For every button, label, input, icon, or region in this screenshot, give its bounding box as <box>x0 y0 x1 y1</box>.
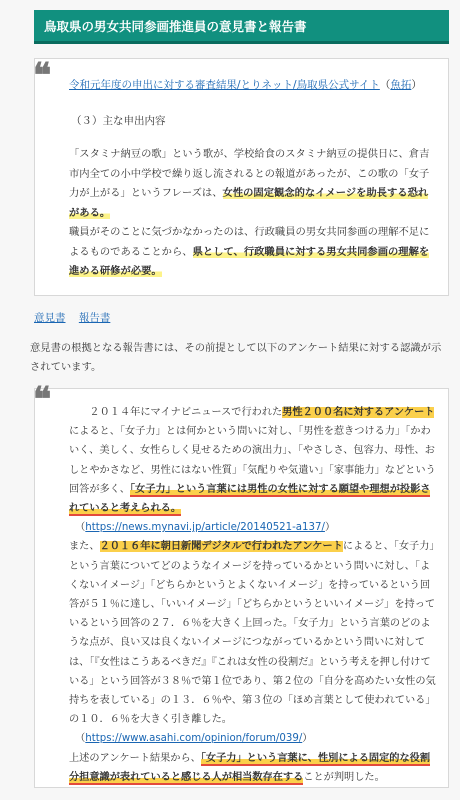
text: によると、「女子力」とは何かという問いに対し、「男性を惹きつける力」「かわいく、美しく、女性らしく見せるための演出力」、「やさしさ、包容力、母性、おしとやかさなど、男性にはない性質」「気配りや気遣い」「家事能力」などという回答が多く、 <box>69 426 436 495</box>
source-paren-open: （ <box>379 79 391 91</box>
text: また、 <box>69 541 100 553</box>
highlight-conclusion-1: 「女子力」という言葉には男性の女性に対する願望や理想が投影されていると考えられる。 <box>69 483 431 515</box>
paragraph-1-text: 「スタミナ納豆の歌」という歌が、学校給食のスタミナ納豆の提供日に、倉吉市内全ての小中学校で繰り返し流されるとの報道があったが、この歌の「女子力が上がる」というフレーズは、 <box>69 148 430 199</box>
paragraph-2 <box>69 223 436 282</box>
paragraph-conclusion <box>69 749 438 787</box>
quote-block-1 <box>34 58 449 296</box>
url-line-2: （https://www.asahi.com/opinion/forum/039/） <box>75 733 313 745</box>
source-line <box>69 75 438 95</box>
paragraph-survey-1 <box>69 403 438 518</box>
highlight-2: 県として、行政職員に対する男女共同参画の理解を進める研修が必要。 <box>69 245 430 277</box>
link-report[interactable]: 報告書 <box>78 312 111 324</box>
text: によると、「女子力」という言葉についてどのようなイメージを持っているかという問いに対し、「よくないイメージ」「どちらかというとよくないイメージ」を持っているという回答が５１％に達し、「いいイメージ」「どちらかというといいイメージ」を持っているという回答の２７．６％を大きく上回った。「女子力」という言葉のどのような点が、良い又は良くないイメージにつながっているかという問いに対しては、「『女性はこうあるべきだ』『これは女性の役割だ』という考えを押し付けている」という回答が３８％で第１位であり、第２位の「自分を高めたい女性の気持ちを表している」の１３．６％や、第３位の「ほめ言葉として使われている」の１０．６％を大きく引き離した。 <box>69 541 436 726</box>
source-paren-close: ） <box>411 79 422 91</box>
highlight-asahi: ２０１６年に朝日新聞デジタルで行われたアンケート <box>99 541 343 553</box>
paragraph-survey-2 <box>69 537 438 729</box>
text: ことが判明した。 <box>303 771 385 783</box>
source-link[interactable]: 令和元年度の申出に対する審査結果/とりネット/鳥取県公式サイト <box>69 79 380 91</box>
text: ２０１４年にマイナビニュースで行われた <box>89 407 283 418</box>
asahi-link[interactable]: https://www.asahi.com/opinion/forum/039/ <box>85 733 303 745</box>
highlight-mynavi: 男性２００名に対するアンケート <box>282 407 435 418</box>
highlight-1: 女性の固定観念的なイメージを助長する恐れがある。 <box>69 187 429 219</box>
quote-block-2 <box>33 380 449 788</box>
paragraph-2-text: 職員がそのことに気づかなかったのは、行政職員の男女共同参画の理解不足によるものであることから、 <box>69 226 430 258</box>
doc-links <box>34 310 120 325</box>
mynavi-link[interactable]: https://news.mynavi.jp/article/20140521-a137/ <box>85 522 325 534</box>
link-opinion[interactable]: 意見書 <box>34 312 66 324</box>
archive-link[interactable]: 魚拓 <box>390 79 412 91</box>
section-heading: （３）主な申出内容 <box>71 115 166 127</box>
url-line-1: （https://news.mynavi.jp/article/20140521-a137/） <box>75 522 336 534</box>
paragraph-1 <box>69 145 436 223</box>
quote-mark-icon: ❝ <box>33 56 52 96</box>
quote-mark-icon: ❝ <box>33 380 52 420</box>
text: 上述のアンケート結果から、 <box>69 752 201 764</box>
intro-text: 意見書の根拠となる報告書には、その前提として以下のアンケート結果に対する認識が示されています。 <box>30 342 442 373</box>
page-title: 鳥取県の男女共同参画推進員の意見書と報告書 <box>34 10 449 44</box>
highlight-conclusion-2: 「女子力」という言葉に、性別による固定的な役割分担意識が表れていると感じる人が相当数存在する <box>69 752 431 783</box>
quote-body-2 <box>69 403 438 787</box>
quote-body-1 <box>69 145 436 282</box>
